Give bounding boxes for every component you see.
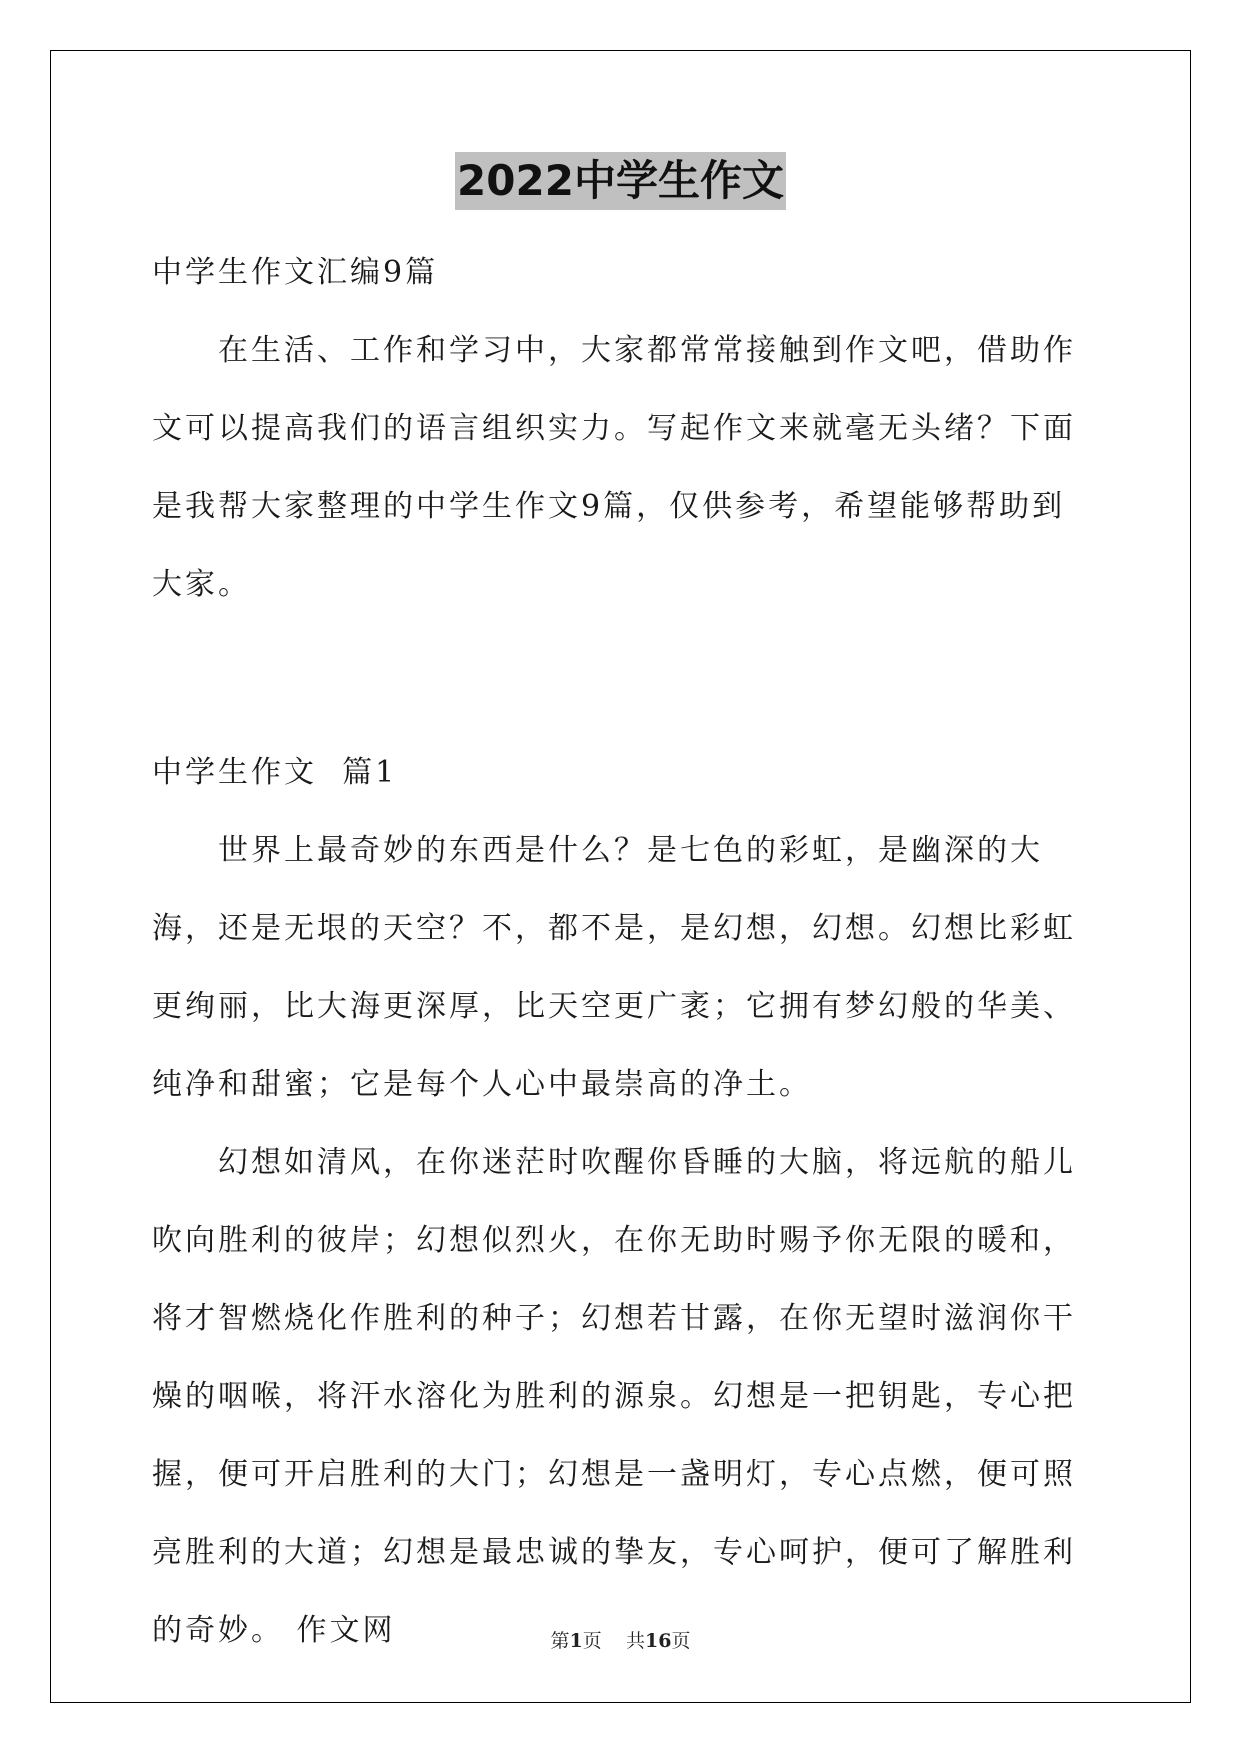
document-title: 2022中学生作文: [455, 152, 786, 210]
subtitle: 中学生作文汇编9篇: [152, 255, 439, 290]
document-body: [152, 234, 1092, 1670]
section-gap: [152, 624, 1092, 734]
body-paragraph-2: 幻想如清风，在你迷茫时吹醒你昏睡的大脑，将远航的船儿吹向胜利的彼岸；幻想似烈火，在你无助时赐予你无限的暖和，将才智燃烧化作胜利的种子；幻想若甘露，在你无望时滋润你干燥的咽喉，将汗水溶化为胜利的源泉。幻想是一把钥匙，专心把握，便可开启胜利的大门；幻想是一盏明灯，专心点燃，便可照亮胜利的大道；幻想是最忠诚的挚友，专心呵护，便可了解胜利的奇妙。 作文网: [152, 1145, 1076, 1648]
section-heading: 中学生作文 篇1: [152, 755, 398, 790]
title-container: [0, 152, 1241, 210]
total-suffix: 页: [671, 1630, 691, 1652]
total-pages: 16: [644, 1630, 672, 1652]
total-prefix: 共: [625, 1630, 645, 1652]
page-number: 1: [569, 1630, 583, 1652]
page-prefix: 第: [550, 1630, 570, 1652]
page-footer: [0, 1626, 1241, 1653]
body-paragraph-1: 世界上最奇妙的东西是什么？是七色的彩虹，是幽深的大海，还是无垠的天空？不，都不是，是幻想，幻想。幻想比彩虹更绚丽，比大海更深厚，比天空更广袤；它拥有梦幻般的华美、纯净和甜蜜；它是每个人心中最崇高的净土。: [152, 833, 1076, 1102]
intro-paragraph: 在生活、工作和学习中，大家都常常接触到作文吧，借助作文可以提高我们的语言组织实力。写起作文来就毫无头绪？下面是我帮大家整理的中学生作文9篇，仅供参考，希望能够帮助到大家。: [152, 333, 1076, 602]
page-suffix: 页: [582, 1630, 602, 1652]
